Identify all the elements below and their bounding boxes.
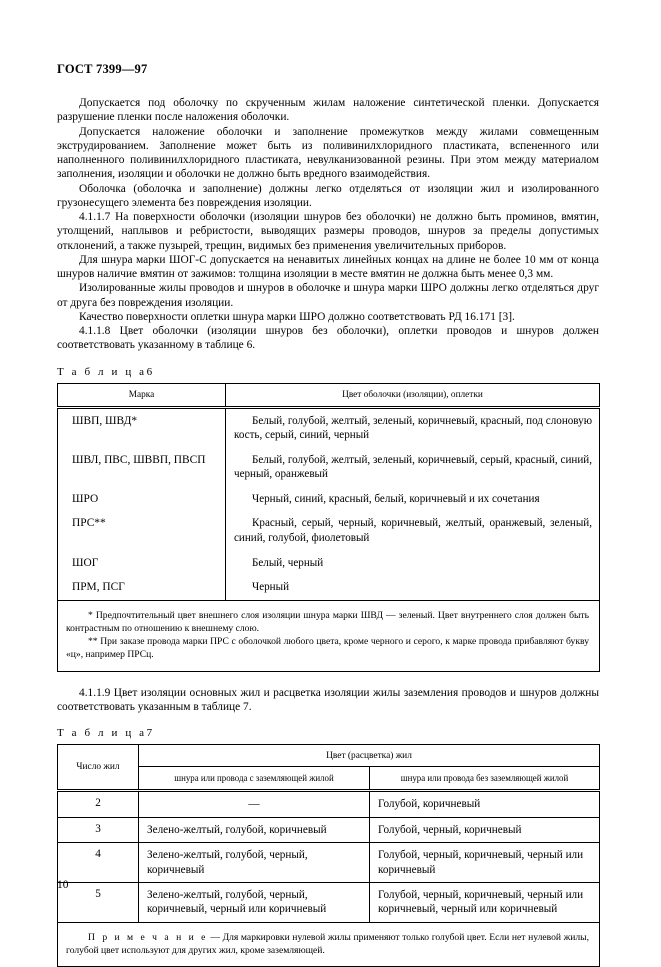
table-7 (57, 744, 600, 966)
table6-colors: Белый, черный (252, 556, 324, 569)
table-subheader-row (58, 767, 600, 791)
table6-footnotes-row (58, 600, 600, 671)
paragraph: Допускается под оболочку по скрученным жилам наложение синтетической пленки. Допускается разрушение пленки после наложения оболочки. (57, 97, 599, 124)
table-header-row (58, 383, 600, 407)
table7-header-without-ground: шнура или провода без заземляющей жилой (370, 767, 600, 791)
table7-count: 4 (58, 843, 139, 883)
table6-colors: Красный, серый, черный, коричневый, желтый, оранжевый, зеленый, синий, голубой, фиолетовый (234, 517, 592, 545)
table-row (58, 551, 600, 576)
table7-note-row (58, 922, 600, 966)
table6-mark: ПРМ, ПСГ (58, 575, 226, 600)
table6-colors: Белый, голубой, желтый, зеленый, коричневый, красный, под слоновую кость, серый, синий, черный (234, 414, 592, 442)
table6-colors: Белый, голубой, желтый, зеленый, коричневый, серый, красный, синий, черный, оранжевый (234, 453, 592, 481)
clause-4-1-1-7: 4.1.1.7 На поверхности оболочки (изоляции шнуров без оболочки) не должно быть проминов, вмятин, утолщений, наплывов и ребристости, выводящих размеры проводов, шнуров за пределы допустимых отклонений, а также пузырей, трещин, видимых без применения увеличительных приборов. (57, 211, 599, 252)
table6-header-color: Цвет оболочки (изоляции), оплетки (226, 383, 600, 407)
table-row (58, 511, 600, 550)
table7-caption (57, 727, 599, 739)
paragraph: Качество поверхности оплетки шнура марки ШРО должно соответствовать РД 16.171 [3]. (79, 310, 515, 323)
table6-footnote-2: ** При заказе провода марки ПРС с оболочкой любого цвета, кроме черного и серого, к марке провода прибавляют букву «ц», например ПРСц. (66, 635, 589, 660)
table6-footnote-1: * Предпочтительный цвет внешнего слоя изоляции шнура марки ШВД — зеленый. Цвет внутреннего слоя должен быть контрастным по отношению к внешнему слою. (66, 609, 589, 634)
table7-without-ground: Голубой, коричневый (370, 791, 600, 817)
table7-note-lead: П р и м е ч а н и е (88, 931, 208, 943)
table-header-row (58, 745, 600, 767)
table7-note-text: — Для маркировки нулевой жилы применяют только голубой цвет. Если нет нулевой жилы, голубой цвет используют для других жил, кроме заземляющей. (66, 931, 590, 956)
table6-caption-number: 6 (146, 365, 153, 378)
table6-mark: ШОГ (58, 551, 226, 576)
table7-with-ground: Зелено-желтый, голубой, черный, коричневый, черный или коричневый (139, 882, 370, 922)
paragraph: Изолированные жилы проводов и шнуров в оболочке и шнура марки ШРО должны легко отделяться друг от друга без повреждения изоляции. (57, 282, 599, 309)
table-row (58, 791, 600, 817)
table6-mark: ШВП, ШВД* (58, 407, 226, 448)
table-row (58, 882, 600, 922)
table7-without-ground: Голубой, черный, коричневый, черный или коричневый, черный или коричневый (370, 882, 600, 922)
table7-caption-number: 7 (146, 727, 153, 740)
table7-with-ground: — (139, 791, 370, 817)
table7-count: 3 (58, 817, 139, 842)
table7-header-group: Цвет (расцветка) жил (139, 745, 600, 767)
page-content (57, 96, 599, 967)
table-6 (57, 383, 600, 672)
table7-caption-label: Т а б л и ц а (57, 727, 147, 740)
table7-count: 2 (58, 791, 139, 817)
table-row (58, 407, 600, 448)
table-row (58, 843, 600, 883)
table-row (58, 487, 600, 512)
table7-count: 5 (58, 882, 139, 922)
paragraph: Для шнура марки ШОГ-С допускается на ненавитых линейных концах на длине не более 10 мм от конца шнуров наличие вмятин от зажимов: толщина изоляции в месте вмятин не должна быть менее 0,3 мм. (57, 253, 599, 280)
table6-colors: Черный (226, 575, 600, 600)
table6-header-mark: Марка (58, 383, 226, 407)
table7-without-ground: Голубой, черный, коричневый (370, 817, 600, 842)
clause-4-1-1-9: 4.1.1.9 Цвет изоляции основных жил и расцветка изоляции жилы заземления проводов и шнуров должны соответствовать указанным в таблице 7. (57, 686, 599, 714)
standard-header: ГОСТ 7399—97 (57, 62, 148, 76)
table-row (58, 448, 600, 487)
table6-mark: ШРО (58, 487, 226, 512)
table6-caption (57, 366, 599, 378)
table6-mark: ПРС** (58, 511, 226, 550)
paragraph: Оболочка (оболочка и заполнение) должны легко отделяться от изоляции жил и изолированного грузонесущего элемента без повреждения изоляции. (57, 182, 599, 209)
table7-with-ground: Зелено-желтый, голубой, коричневый (139, 817, 370, 842)
table-row (58, 575, 600, 600)
paragraph: Допускается наложение оболочки и заполнение промежутков между жилами совмещенным экструдированием. Заполнение может быть из поливинилхлоридного пластиката, вспененного или наполненного поливинилхлоридного пластиката, невулканизованной резины. При этом между материалом заполнения, изоляции и оболочки не должно быть вредного взаимодействия. (57, 125, 599, 181)
page-number: 10 (57, 879, 69, 891)
table7-with-ground: Зелено-желтый, голубой, черный, коричневый (139, 843, 370, 883)
table-row (58, 817, 600, 842)
table6-mark: ШВЛ, ПВС, ШВВП, ПВСП (58, 448, 226, 487)
table6-colors: Черный, синий, красный, белый, коричневый и их сочетания (252, 492, 540, 505)
table7-header-with-ground: шнура или провода с заземляющей жилой (139, 767, 370, 791)
table7-header-count: Число жил (58, 745, 139, 791)
clause-4-1-1-8: 4.1.1.8 Цвет оболочки (изоляции шнуров без оболочки), оплетки проводов и шнуров должен соответствовать указанному в таблице 6. (57, 325, 599, 352)
table6-footnotes (58, 600, 600, 671)
table7-note-paragraph (66, 931, 589, 957)
table7-note (58, 922, 600, 966)
table6-caption-label: Т а б л и ц а (57, 365, 147, 378)
table7-without-ground: Голубой, черный, коричневый, черный или коричневый (370, 843, 600, 883)
